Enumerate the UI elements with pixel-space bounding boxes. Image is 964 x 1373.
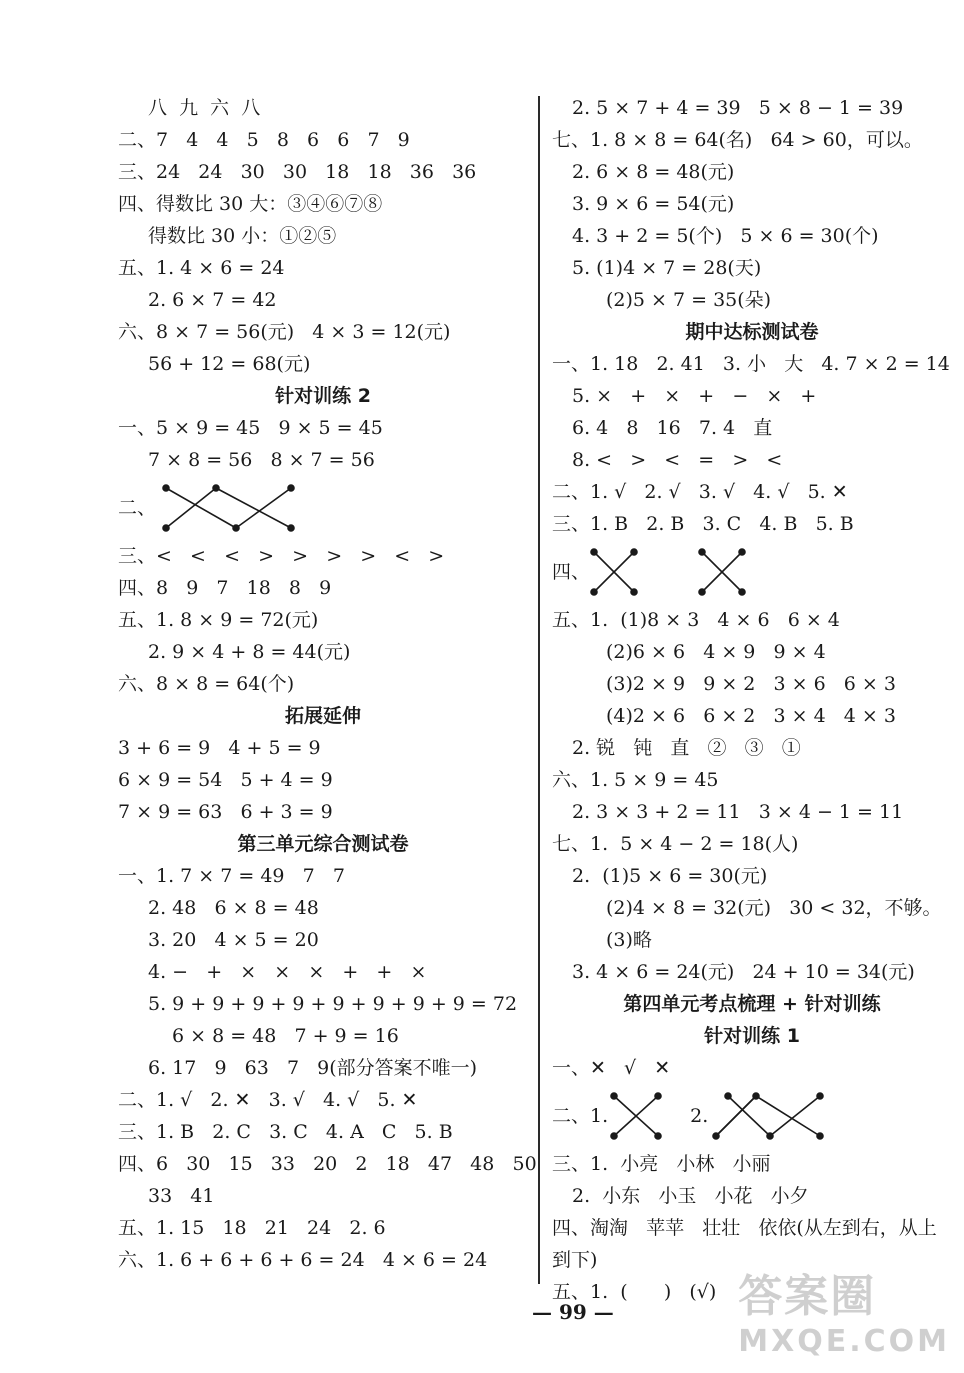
watermark-url: MXQE.COM: [738, 1324, 950, 1359]
answer-line: 8. < > < = > <: [572, 449, 783, 471]
answer-line: 6. 17 9 63 7 9(部分答案不唯一): [148, 1057, 478, 1079]
answer-line: 三、< < < > > > > < >: [118, 545, 445, 567]
answer-line: 2. (1)5 × 6 = 30(元): [572, 865, 768, 887]
answer-line: (2)5 × 7 = 35(朵): [606, 289, 772, 311]
answer-line: 4. 3 + 2 = 5(个) 5 × 6 = 30(个): [572, 225, 879, 247]
matching-lines-figure: [608, 1086, 668, 1146]
answer-line: 二、1. √ 2. √ 3. √ 4. √ 5. ✕: [552, 481, 848, 503]
answer-line: 5. (1)4 × 7 = 28(天): [572, 257, 762, 279]
answer-line: 5. × + × + − × +: [572, 385, 817, 407]
answer-line: 一、✕ √ ✕: [552, 1057, 671, 1079]
answer-line: 四、淘淘 苹苹 壮壮 依依(从左到右，从上: [552, 1217, 937, 1239]
answer-line: 3. 20 4 × 5 = 20: [148, 929, 319, 951]
item-label: 二、: [118, 497, 157, 519]
answer-line-with-figure: [118, 476, 528, 540]
answer-line: 六、8 × 8 = 64(个): [118, 673, 295, 695]
answer-line: 一、1. 7 × 7 = 49 7 7: [118, 865, 345, 887]
answer-line: 三、1. B 2. B 3. C 4. B 5. B: [552, 513, 854, 535]
answer-line-with-figure: [552, 1084, 952, 1148]
answer-line: 三、1. B 2. C 3. C 4. A C 5. B: [118, 1121, 453, 1143]
answer-line: 六、1. 6 + 6 + 6 + 6 = 24 4 × 6 = 24: [118, 1249, 488, 1271]
answer-line: (3)略: [606, 929, 652, 951]
watermark-title: 答案圈: [738, 1271, 877, 1322]
answer-line: 四、8 9 7 18 8 9: [118, 577, 332, 599]
answer-line: 八 九 六 八: [148, 97, 261, 119]
answer-line: 7 × 9 = 63 6 + 3 = 9: [118, 801, 333, 823]
answer-line: 得数比 30 小：①②⑤: [148, 225, 337, 247]
answer-line: 三、1. 小亮 小林 小丽: [552, 1153, 771, 1175]
answer-line: 6 × 9 = 54 5 + 4 = 9: [118, 769, 333, 791]
answer-line: 六、8 × 7 = 56(元) 4 × 3 = 12(元): [118, 321, 451, 343]
answer-line: 二、1. √ 2. ✕ 3. √ 4. √ 5. ✕: [118, 1089, 418, 1111]
answer-line: 3. 4 × 6 = 24(元) 24 + 10 = 34(元): [572, 961, 915, 983]
section-heading: 针对训练 2: [275, 385, 371, 407]
answer-line: 2. 3 × 3 + 2 = 11 3 × 4 − 1 = 11: [572, 801, 904, 823]
answer-line: 五、1. (1)8 × 3 4 × 6 6 × 4: [552, 609, 840, 631]
left-column: [118, 92, 537, 1276]
section-heading: 期中达标测试卷: [685, 321, 819, 343]
item-label: 四、: [552, 561, 591, 583]
answer-line: 2. 6 × 7 = 42: [148, 289, 277, 311]
answer-line: 二、7 4 4 5 8 6 6 7 9: [118, 129, 410, 151]
answer-line: 3 + 6 = 9 4 + 5 = 9: [118, 737, 321, 759]
answer-line: (2)6 × 6 4 × 9 9 × 4: [606, 641, 826, 663]
answer-line: 四、6 30 15 33 20 2 18 47 48 50: [118, 1153, 537, 1175]
answer-line: 六、1. 5 × 9 = 45: [552, 769, 719, 791]
answer-line: 5. 9 + 9 + 9 + 9 + 9 + 9 + 9 + 9 = 72: [148, 993, 518, 1015]
section-heading: 拓展延伸: [284, 705, 361, 727]
section-heading: 第三单元综合测试卷: [237, 833, 409, 855]
section-heading: 第四单元考点梳理 + 针对训练: [623, 993, 881, 1015]
right-column: [552, 92, 952, 1308]
answer-line: 五、1. 8 × 9 = 72(元): [118, 609, 319, 631]
item-label: 二、1.: [552, 1105, 609, 1127]
answer-line: 四、得数比 30 大：③④⑥⑦⑧: [118, 193, 383, 215]
answer-line: 五、1. ( ) (√): [552, 1281, 717, 1303]
answer-line: 一、1. 18 2. 41 3. 小 大 4. 7 × 2 = 14: [552, 353, 950, 375]
answer-line: 7 × 8 = 56 8 × 7 = 56: [148, 449, 375, 471]
watermark-logo: [738, 1260, 950, 1359]
section-heading: 针对训练 1: [704, 1025, 800, 1047]
answer-line-with-figure: [552, 540, 952, 604]
answer-line: 2. 48 6 × 8 = 48: [148, 897, 319, 919]
answer-line: 五、1. 4 × 6 = 24: [118, 257, 285, 279]
answer-line: 6. 4 8 16 7. 4 直: [572, 417, 773, 439]
answer-line: 2. 6 × 8 = 48(元): [572, 161, 735, 183]
answer-line: (3)2 × 9 9 × 2 3 × 6 6 × 3: [606, 673, 896, 695]
answer-line: 2. 小东 小玉 小花 小夕: [572, 1185, 809, 1207]
answer-line: 2. 5 × 7 + 4 = 39 5 × 8 − 1 = 39: [572, 97, 904, 119]
answer-line: 七、1. 8 × 8 = 64(名) 64 > 60，可以。: [552, 129, 923, 151]
answer-line: 一、5 × 9 = 45 9 × 5 = 45: [118, 417, 383, 439]
matching-lines-figure: [708, 1086, 828, 1146]
answer-line: 2. 9 × 4 + 8 = 44(元): [148, 641, 351, 663]
answer-line: 33 41: [148, 1185, 215, 1207]
column-divider: [538, 96, 540, 1284]
matching-lines-figure: [590, 542, 750, 602]
answer-line: 2. 锐 钝 直 ② ③ ①: [572, 737, 801, 759]
answer-line: 4. − + × × × + + ×: [148, 961, 427, 983]
answer-line: 五、1. 15 18 21 24 2. 6: [118, 1217, 386, 1239]
answer-line: 三、24 24 30 30 18 18 36 36: [118, 161, 477, 183]
answer-line: (2)4 × 8 = 32(元) 30 < 32，不够。: [606, 897, 942, 919]
answer-line: 56 + 12 = 68(元): [148, 353, 311, 375]
item-label: 2.: [690, 1105, 709, 1127]
answer-line: 七、1. 5 × 4 − 2 = 18(人): [552, 833, 799, 855]
answer-line: 到下): [552, 1249, 598, 1271]
answer-line: (4)2 × 6 6 × 2 3 × 4 4 × 3: [606, 705, 896, 727]
answer-line: 3. 9 × 6 = 54(元): [572, 193, 735, 215]
page-number: — 99 —: [532, 1300, 614, 1324]
answer-line: 6 × 8 = 48 7 + 9 = 16: [172, 1025, 399, 1047]
matching-lines-figure: [156, 478, 306, 538]
